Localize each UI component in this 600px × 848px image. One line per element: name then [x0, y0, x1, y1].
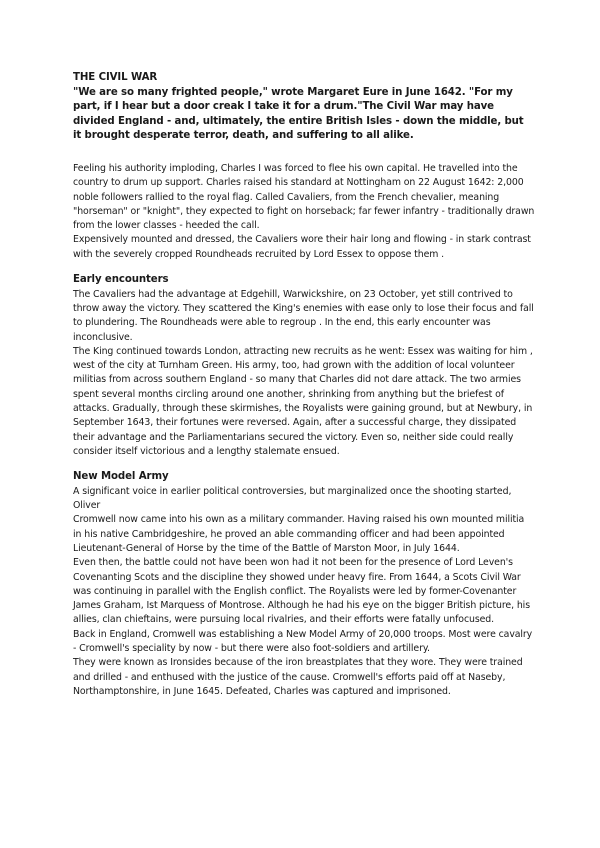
intro-quote: "We are so many frighted people," wrote Margaret Eure in June 1642. "For my part, if I hear but a door creak I take it for a drum."The Civil War may have divided England - and, ultimately, the entire British Isles - down the middle, but it brought desperate terror, death, and suffering to all alike. — [73, 86, 524, 142]
opening-section — [73, 162, 535, 262]
document-title: THE CIVIL WAR — [73, 72, 158, 83]
section-early-encounters — [73, 273, 535, 459]
section-heading: Early encounters — [73, 274, 169, 286]
paragraph: Back in England, Cromwell was establishing a New Model Army of 20,000 troops. Most were cavalry - Cromwell's speciality by now - but there were also foot-soldiers and artillery. — [73, 628, 533, 655]
paragraph: The King continued towards London, attracting new recruits as he went: Essex was waiting for him , west of the city at Turnham Green. His army, too, had grown with the addition of local volunteer militias from across southern England - so many that Charles did not dare attack. The two armies spent several months circling around one another, shrinking from anything but the briefest of attacks. Gradually, through these skirmishes, the Royalists were gaining ground, but at Newbury, in September 1643, their fortunes were reversed. Again, after a successful charge, they dissipated their advantage and the Parliamentarians secured the victory. Even so, neither side could really consider itself victorious and a lengthy stalemate ensued. — [73, 345, 533, 457]
paragraph: Expensively mounted and dressed, the Cavaliers wore their hair long and flowing - in stark contrast with the severely cropped Roundheads recruited by Lord Essex to oppose them . — [73, 234, 531, 260]
paragraph: A significant voice in earlier political controversies, but marginalized once the shooting started, Oliver — [73, 485, 512, 512]
paragraph: The Cavaliers had the advantage at Edgehill, Warwickshire, on 23 October, yet still contrived to throw away the victory. They scattered the King's enemies with ease only to lose their focus and fall to plundering. The Roundheads were able to regroup . In the end, this early encounter was inconclusive. — [73, 288, 534, 343]
section-new-model-army — [73, 470, 535, 699]
paragraph: Cromwell now came into his own as a military commander. Having raised his own mounted militia in his native Cambridgeshire, he proved an able commanding officer and had been appointed Lieutenant-General of Horse by the time of the Battle of Marston Moor, in July 1644. — [73, 514, 525, 554]
paragraph: They were known as Ironsides because of the iron breastplates that they wore. They were trained and drilled - and enthused with the justice of the cause. Cromwell's efforts paid off at Naseby, Northamptonshire, in June 1645. Defeated, Charles was captured and imprisoned. — [73, 657, 523, 697]
paragraph: Even then, the battle could not have been won had it not been for the presence of Lord Leven's Covenanting Scots and the discipline they showed under heavy fire. From 1644, a Scots Civil War was continuing in parallel with the English conflict. The Royalists were led by former-Covenanter James Graham, Ist Marquess of Montrose. Although he had his eye on the bigger British picture, his allies, clan chieftains, were pursuing local rivalries, and their efforts were fatally unfocused. — [73, 557, 530, 626]
paragraph: Feeling his authority imploding, Charles I was forced to flee his own capital. He travelled into the country to drum up support. Charles raised his standard at Nottingham on 22 August 1642: 2,000 noble followers rallied to the royal flag. Called Cavaliers, from the French chevalier, meaning "horseman" or "knight", they expected to fight on horseback; far fewer infantry - traditionally drawn from the lower classes - heeded the call. — [73, 162, 535, 232]
document-page — [73, 71, 535, 699]
section-heading: New Model Army — [73, 471, 169, 483]
